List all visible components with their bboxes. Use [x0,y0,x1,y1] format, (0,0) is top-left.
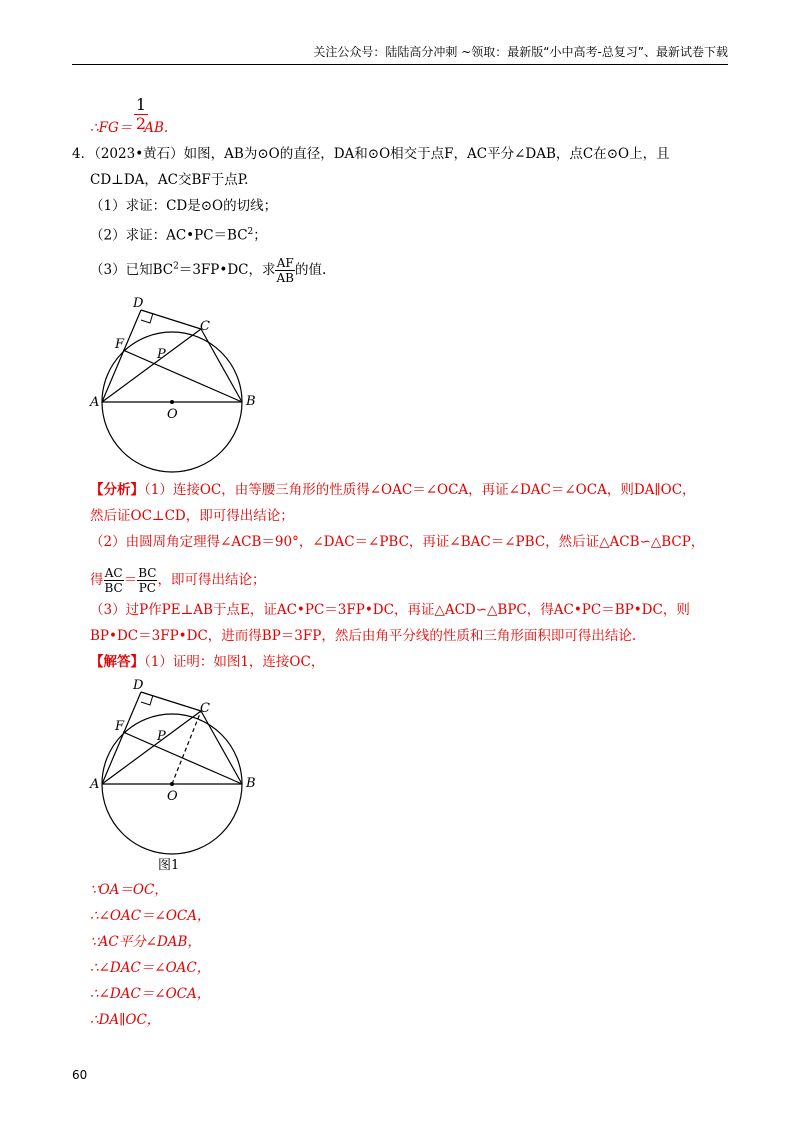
analysis-line-5 [90,600,690,620]
solution-step: ∴∠DAC＝∠OAC， [90,960,211,976]
segment-dc [141,310,201,329]
figure-caption: 图1 [158,858,180,873]
analysis-line-3 [90,532,704,552]
right-angle-mark [141,695,153,705]
label-o: O [167,789,178,804]
label-d: D [133,678,144,693]
question-2-suffix: ； [253,227,267,244]
analysis-text-2: 然后证OC⊥CD，即可得出结论； [90,508,294,524]
label-c: C [200,319,210,334]
analysis-tag: 【分析】 [90,482,144,498]
header-text: 关注公众号：陆陆高分冲刺 ~领取：最新版“小中高考-总复习”、最新试卷下载 [313,45,728,59]
question-2-sup: 2 [247,227,254,237]
analysis-text-5: （3）过P作PE⊥AB于点E，证AC•PC＝3FP•DC，再证△ACD∽△BPC，得AC•PC＝BP•DC，则 [90,602,690,618]
question-3-suffix: 的值. [294,262,327,278]
question-2 [90,222,267,246]
pc-denominator: PC [138,581,156,595]
label-b: B [246,394,256,409]
ac-numerator: AC [104,566,123,580]
analysis-text-3: （2）由圆周角定理得∠ACB＝90°，∠DAC＝∠PBC，再证∠BAC＝∠PBC，然后证△ACB∽△BCP， [90,534,705,550]
solution-step: ∴∠DAC＝∠OCA， [90,986,211,1002]
geometry-figure-solution [80,674,280,859]
page-header [72,44,728,65]
question-3-mid: ＝3FP•DC，求 [178,262,276,278]
page-number: 60 [72,1068,88,1082]
label-p: P [157,347,166,362]
solution-step: ∴DA∥OC， [90,1012,161,1028]
solution-line-1 [90,652,324,672]
ab-denominator: AB [276,271,294,285]
analysis-text-4-prefix: 得 [90,572,104,588]
question-3-sup: 2 [173,261,179,272]
segment-dc [141,692,201,711]
solution-step: ∴∠OAC＝∠OCA， [90,908,211,924]
bc-denominator: BC [104,581,123,595]
center-dot [170,782,174,786]
af-ab-fraction [275,256,294,285]
analysis-equals: ＝ [123,572,138,588]
center-dot [170,400,174,404]
problem-line-1 [72,144,670,164]
label-a: A [90,395,100,410]
solution-text-1: （1）证明：如图1，连接OC， [144,654,325,670]
half-numerator: 1 [135,95,147,114]
label-p: P [157,729,166,744]
question-1 [90,196,277,216]
right-angle-mark [141,313,153,323]
analysis-text-4-suffix: ，即可得出结论； [157,572,266,588]
question-3 [90,256,326,285]
analysis-line-4 [90,566,265,595]
label-f: F [115,337,125,352]
label-b: B [246,776,256,791]
solution-step: ∵AC平分∠DAB， [90,934,201,950]
question-1-text: （1）求证：CD是⊙O的切线； [90,198,278,214]
problem-number: 4． [72,146,95,162]
solution-tag: 【解答】 [90,654,144,670]
bc-numerator: BC [138,566,157,580]
label-c: C [200,701,210,716]
analysis-text-6: BP•DC＝3FP•DC，进而得BP＝3FP，然后由角平分线的性质和三角形面积即可得出结论. [90,628,637,644]
label-o: O [167,407,178,422]
solution-step: ∵OA＝OC， [90,882,168,898]
label-d: D [133,296,144,311]
analysis-line-2 [90,506,294,526]
fg-result-line [90,118,168,138]
problem-line-2 [90,170,248,190]
fg-suffix: AB. [144,120,169,136]
segment-cb [201,329,242,402]
half-denominator: 2 [135,114,147,133]
problem-text-2: CD⊥DA，AC交BF于点P. [90,172,249,188]
label-f: F [115,719,125,734]
analysis-line-1 [90,480,696,500]
analysis-text-1: （1）连接OC，由等腰三角形的性质得∠OAC＝∠OCA，再证∠DAC＝∠OCA，则DA∥OC， [144,482,696,498]
segment-cb [201,711,242,784]
analysis-line-6 [90,626,636,646]
bc-pc-fraction [137,566,157,595]
problem-text-1: （2023•黄石）如图，AB为⊙O的直径，DA和⊙O相交于点F，AC平分∠DAB，点C在⊙O上，且 [94,146,670,162]
segment-fb [123,350,242,402]
question-2-text: （2）求证：AC•PC＝BC [90,227,248,244]
question-3-prefix: （3）已知BC [90,262,174,278]
fg-prefix: ∴FG＝ [90,120,133,136]
geometry-figure-problem [80,292,280,477]
af-numerator: AF [276,256,294,270]
label-a: A [90,777,100,792]
ac-bc-fraction [104,566,124,595]
